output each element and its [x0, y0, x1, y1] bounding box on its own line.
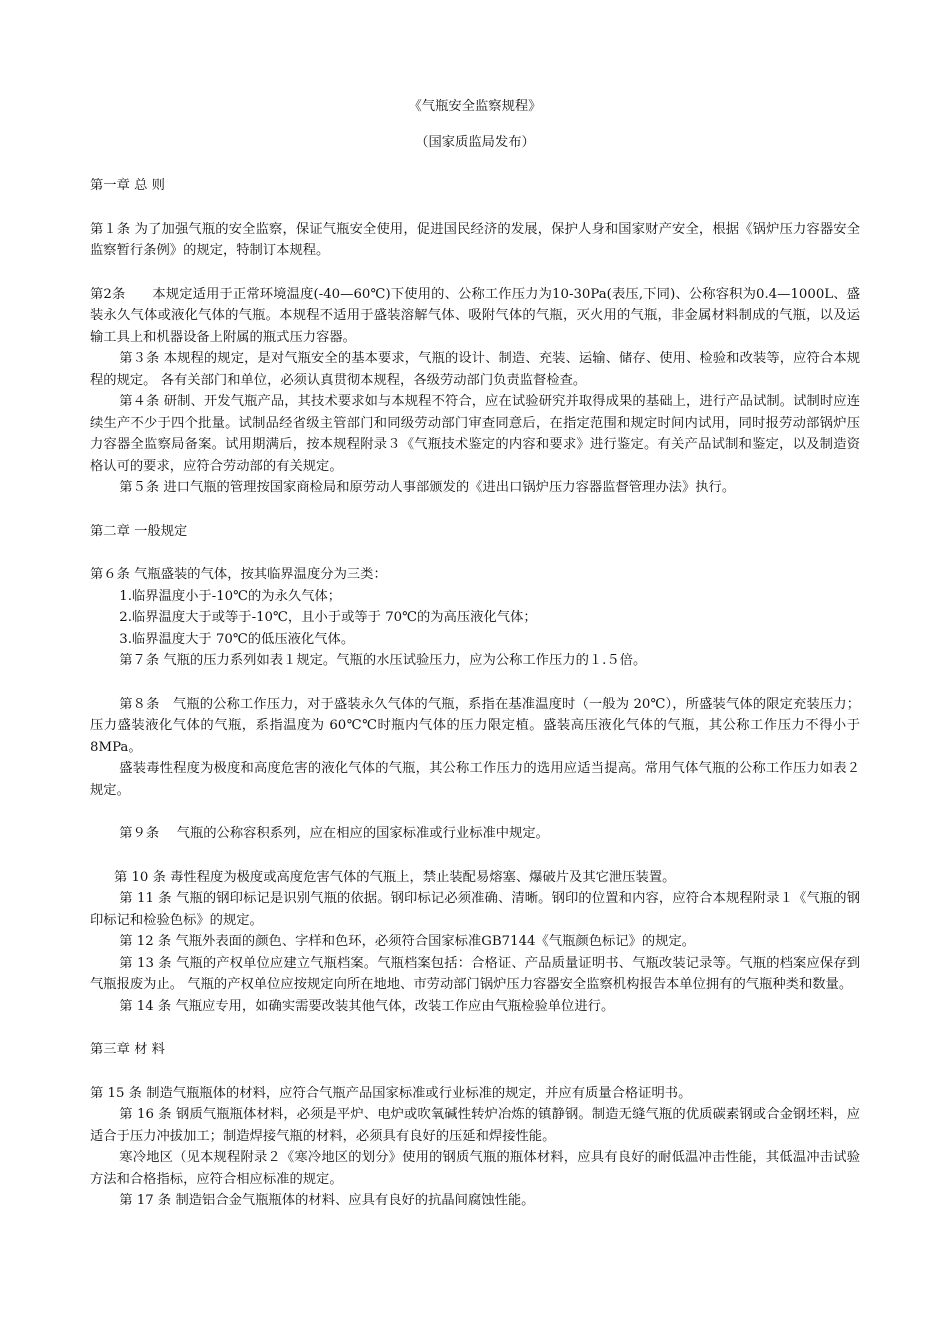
article-13: 第 13 条 气瓶的产权单位应建立气瓶档案。气瓶档案包括：合格证、产品质量证明书、气瓶改装记录等。气瓶的档案应保存到气瓶报废为止。 气瓶的产权单位应按规定向所在地地、市劳动部门锅炉压力容器安全监察机构报告本单位拥有的气瓶种类和数量。 — [90, 955, 860, 992]
article-10: 第 10 条 毒性程度为极度或高度危害气体的气瓶上，禁止装配易熔塞、爆破片及其它泄压装置。 — [113, 869, 676, 885]
article-6: 第６条 气瓶盛装的气体，按其临界温度分为三类： — [90, 567, 387, 582]
article-16-paragraph-2: 寒冷地区（见本规程附录２《寒冷地区的划分》使用的钢质气瓶的瓶体材料，应具有良好的耐低温冲击性能，其低温冲击试验方法和合格指标，应符合相应标准的规定。 — [90, 1150, 860, 1187]
article-8-paragraph-2: 盛装毒性程度为极度和高度危害的液化气体的气瓶，其公称工作压力的选用应适当提高。常用气体气瓶的公称工作压力如表２规定。 — [90, 761, 860, 798]
document-title: 《气瓶安全监察规程》 — [408, 99, 542, 114]
article-6-item-2: 2.临界温度大于或等于-10℃，且小于或等于 70℃的为高压液化气体； — [119, 610, 537, 625]
article-6-item-1: 1.临界温度小于-10℃的为永久气体； — [119, 588, 342, 604]
article-6-item-3: 3.临界温度大于 70℃的低压液化气体。 — [119, 631, 355, 647]
article-16: 第 16 条 钢质气瓶瓶体材料，必须是平炉、电炉或吹氧碱性转炉冶炼的镇静钢。制造无缝气瓶的优质碳素钢或合金钢坯料，应适合于压力冲拔加工；制造焊接气瓶的材料，必须具有良好的压延和焊接性能。 — [90, 1107, 860, 1144]
document-subtitle: （国家质监局发布） — [415, 134, 535, 150]
article-7: 第７条 气瓶的压力系列如表１规定。气瓶的水压试验压力，应为公称工作压力的１.５倍。 — [119, 653, 647, 668]
article-5: 第５条 进口气瓶的管理按国家商检局和原劳动人事部颁发的《进出口锅炉压力容器监督管理办法》执行。 — [119, 480, 736, 495]
article-4: 第４条 研制、开发气瓶产品，其技术要求如与本规程不符合，应在试验研究并取得成果的基础上，进行产品试制。试制时应连续生产不少于四个批量。试制品经省级主管部门和同级劳动部门审查同意后，在指定范围和规定时间内试用，同时报劳动部锅炉压力容器全监察局备案。试用期满后，按本规程附录３《气瓶技术鉴定的内容和要求》进行鉴定。有关产品试制和鉴定，以及制造资格认可的要求，应符合劳动部的有关规定。 — [90, 394, 860, 474]
article-12: 第 12 条 气瓶外表面的颜色、字样和色环，必须符合国家标准GB7144《气瓶颜色标记》的规定。 — [119, 934, 696, 949]
article-9: 第９条 气瓶的公称容积系列，应在相应的国家标准或行业标准中规定。 — [119, 826, 549, 841]
article-3: 第３条 本规程的规定，是对气瓶安全的基本要求，气瓶的设计、制造、充装、运输、储存、使用、检验和改装等，应符合本规程的规定。 各有关部门和单位，必须认真贯彻本规程，各级劳动部门负责监督检查。 — [90, 351, 860, 388]
article-11: 第 11 条 气瓶的钢印标记是识别气瓶的依据。钢印标记必须准确、清晰。钢印的位置和内容，应符合本规程附录１《气瓶的钢印标记和检验色标》的规定。 — [90, 891, 860, 928]
chapter-1-heading: 第一章 总 则 — [90, 178, 165, 193]
chapter-3-heading: 第三章 材 料 — [90, 1042, 165, 1057]
article-15: 第 15 条 制造气瓶瓶体的材料，应符合气瓶产品国家标准或行业标准的规定，并应有质量合格证明书。 — [90, 1085, 692, 1101]
chapter-2-heading: 第二章 一般规定 — [90, 523, 188, 539]
article-14: 第 14 条 气瓶应专用，如确实需要改装其他气体，改装工作应由气瓶检验单位进行。 — [119, 998, 615, 1014]
article-17: 第 17 条 制造铝合金气瓶瓶体的材料、应具有良好的抗晶间腐蚀性能。 — [119, 1193, 535, 1208]
article-8: 第８条 气瓶的公称工作压力，对于盛装永久气体的气瓶，系指在基准温度时（一般为 20℃），所盛装气体的限定充装压力；压力盛装液化气体的气瓶，系指温度为 60℃℃时瓶内气体的压力限定植。盛装高压液化气体的气瓶，其公称工作压力不得小于 8MPa。 — [90, 696, 860, 755]
article-2: 第2条 本规定适用于正常环境温度(-40—60℃)下使用的、公称工作压力为10-30Pa(表压,下同)、公称容积为0.4—1000L、盛装永久气体或液化气体的气瓶。本规程不适用于盛装溶解气体、吸附气体的气瓶，灭火用的气瓶，非金属材料制成的气瓶，以及运输工具上和机器设备上附属的瓶式压力容器。 — [90, 286, 860, 345]
article-1: 第１条 为了加强气瓶的安全监察，保证气瓶安全使用，促进国民经济的发展，保护人身和国家财产安全，根据《锅炉压力容器安全监察暂行条例》的规定，特制订本规程。 — [90, 221, 860, 258]
